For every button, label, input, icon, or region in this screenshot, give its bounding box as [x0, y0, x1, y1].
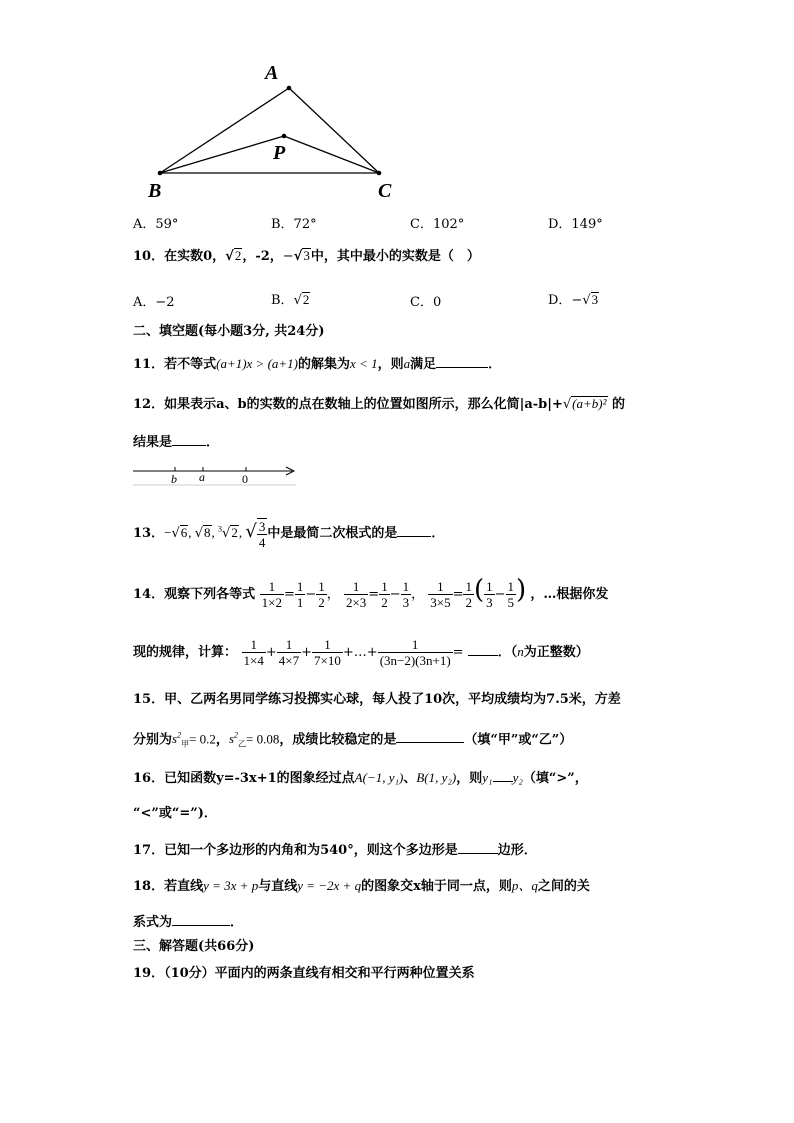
- q16-answer-blank[interactable]: [493, 769, 513, 782]
- number-line-zero: 0: [242, 472, 248, 486]
- q12: 12．如果表示a、b的实数的点在数轴上的位置如图所示，那么化简|a-b|+√(a+b)² 的: [133, 396, 626, 412]
- label-p: P: [273, 142, 286, 164]
- section-2-heading: 二、填空题(每小题3分, 共24分): [133, 324, 325, 339]
- q9-option-a[interactable]: A．59°: [133, 217, 179, 232]
- q14-line2: 现的规律，计算： $\frac{1}{1\times 4}$ + $\frac{1}{4\times 7}$ + $\frac{1}{7\times 10}$ +…+ $\frac{1}{(3n-2)(3n+1)}$ = ．（n为正整数）: [133, 637, 589, 668]
- q15-line2: 分别为$s^2_甲= 0.2$，$s^2_乙= 0.08$，成绩比较稳定的是 （填“甲”或“乙”）: [133, 731, 573, 749]
- q13: 13．−√6, √8, $^3$√2, √ $\frac{3}{4}$ 中是最简二次根式的是 ．: [133, 519, 445, 550]
- q19: 19．（10分）平面内的两条直线有相交和平行两种位置关系: [133, 966, 475, 981]
- q10-stem: 10．在实数0，√2，-2，−√3中，其中最小的实数是（ ）: [133, 248, 480, 264]
- q18-line2: 系式为 ．: [133, 915, 244, 930]
- q18-answer-blank[interactable]: [172, 913, 230, 926]
- segment-ab: [160, 88, 289, 173]
- q12-line2: 结果是 ．: [133, 435, 220, 450]
- q10-option-a[interactable]: A．−2: [133, 295, 175, 310]
- q10-option-b[interactable]: B．√2: [271, 292, 310, 308]
- q10-option-d[interactable]: D．−√3: [548, 292, 599, 308]
- q16: 16．已知函数y=-3x+1的图象经过点A(−1, y₁)、B(1, y₂)，则y₁ y₂（填“>”，: [133, 770, 588, 786]
- number-line: [130, 464, 300, 486]
- q12-answer-blank[interactable]: [172, 433, 206, 446]
- label-a: A: [265, 62, 279, 84]
- q14-answer-blank[interactable]: [468, 643, 498, 656]
- q9-option-b[interactable]: B．72°: [271, 217, 317, 232]
- triangle-figure: [0, 0, 794, 210]
- number-line-b: b: [171, 472, 177, 486]
- point-p: [282, 134, 287, 139]
- point-b: [158, 171, 163, 176]
- q9-option-c[interactable]: C．102°: [410, 217, 465, 232]
- section-3-heading: 三、解答题(共66分): [133, 939, 255, 954]
- q11: 11．若不等式(a+1)x > (a+1)的解集为x < 1，则a满足 ．: [133, 356, 502, 372]
- label-c: C: [378, 180, 392, 202]
- q17: 17．已知一个多边形的内角和为540°，则这个多边形是 边形．: [133, 843, 537, 858]
- segment-pc: [284, 136, 379, 173]
- q10-option-c[interactable]: C．0: [410, 295, 442, 310]
- q14: 14．观察下列各等式 $\frac{1}{1\times 2}$ = $\frac{1}{1}$ − $\frac{1}{2}$ ， $\frac{1}{2\times 3}$ = $\frac{1}{2}$ − $\frac{1}{3}$ ， $\frac{1}{3\times 5}$ = $\frac{1}{2}$ ( $\frac{1}{3}$ − $\frac{1}{5}$ ) ，…根据你发: [133, 575, 609, 610]
- number-line-a: a: [199, 470, 205, 484]
- q9-option-d[interactable]: D．149°: [548, 217, 603, 232]
- segment-ac: [289, 88, 379, 173]
- point-a: [287, 86, 292, 91]
- segment-pb: [160, 136, 284, 173]
- point-c: [377, 171, 382, 176]
- label-b: B: [148, 180, 162, 202]
- q15: 15．甲、乙两名男同学练习投掷实心球，每人投了10次，平均成绩均为7.5米，方差: [133, 692, 621, 707]
- q17-answer-blank[interactable]: [458, 841, 498, 854]
- q11-answer-blank[interactable]: [436, 355, 488, 368]
- q16-line2: “<”或“=”)．: [133, 806, 217, 821]
- q13-answer-blank[interactable]: [397, 524, 431, 537]
- q15-answer-blank[interactable]: [396, 730, 464, 743]
- q18: 18．若直线y = 3x + p与直线y = −2x + q的图象交x轴于同一点，则p、q之间的关: [133, 878, 590, 894]
